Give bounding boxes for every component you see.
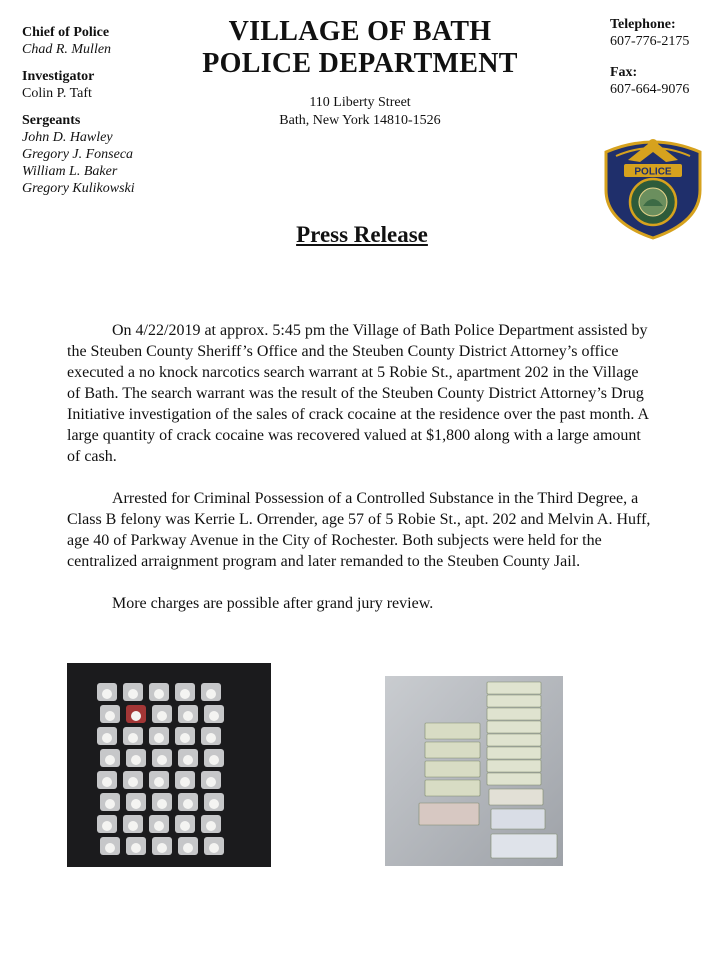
masthead [180, 16, 540, 129]
bag-image [126, 749, 146, 767]
masthead-line1: VILLAGE OF BATH [228, 16, 492, 47]
fax-label: Fax: [610, 65, 638, 80]
sergeant-name: Gregory Kulikowski [22, 181, 135, 196]
bag-image [201, 727, 221, 745]
bag-image [126, 837, 146, 855]
bag-image [152, 837, 172, 855]
bill-image [487, 682, 541, 694]
press-release-body [67, 320, 652, 635]
bag-image [175, 727, 195, 745]
bill-image [425, 780, 480, 796]
bill-image [487, 760, 541, 772]
bag-image [175, 683, 195, 701]
paragraph-3: More charges are possible after grand jury review. [112, 595, 434, 612]
bag-image [97, 771, 117, 789]
bag-image [152, 705, 172, 723]
bag-image [123, 727, 143, 745]
bag-image [100, 705, 120, 723]
bag-image [204, 749, 224, 767]
bag-image [123, 683, 143, 701]
bill-image [487, 708, 541, 720]
bag-image [149, 771, 169, 789]
investigator-title: Investigator [22, 69, 95, 84]
bag-image [97, 815, 117, 833]
bag-image [100, 749, 120, 767]
sergeant-name: Gregory J. Fonseca [22, 147, 134, 162]
bag-image [178, 837, 198, 855]
bill-image [487, 721, 541, 733]
bag-image [152, 793, 172, 811]
press-release-title: Press Release [296, 222, 428, 247]
evidence-photo-drugs [67, 663, 271, 867]
chief-name: Chad R. Mullen [22, 42, 112, 57]
bill-image [425, 742, 480, 758]
bag-image [175, 771, 195, 789]
bag-image [204, 705, 224, 723]
bag-image [149, 683, 169, 701]
bag-image [178, 793, 198, 811]
bill-image [419, 803, 479, 825]
bag-image [178, 705, 198, 723]
bill-image [425, 761, 480, 777]
bag-image [126, 705, 146, 723]
bag-image [178, 749, 198, 767]
sergeant-name: William L. Baker [22, 164, 118, 179]
telephone-number: 607-776-2175 [610, 34, 690, 49]
investigator-name: Colin P. Taft [22, 86, 92, 101]
contact-block [610, 16, 720, 112]
evidence-photo-cash [385, 676, 563, 866]
bag-image [100, 837, 120, 855]
telephone-block [610, 16, 720, 50]
fax-block [610, 64, 720, 98]
bill-image [425, 723, 480, 739]
chief-title: Chief of Police [22, 25, 110, 40]
fax-number: 607-664-9076 [610, 82, 690, 97]
sergeant-name: John D. Hawley [22, 130, 113, 145]
bag-image [201, 683, 221, 701]
bag-image [123, 771, 143, 789]
bag-image [97, 683, 117, 701]
bag-image [201, 771, 221, 789]
bag-image [123, 815, 143, 833]
bill-image [487, 695, 541, 707]
address-line1: 110 Liberty Street [309, 95, 411, 110]
telephone-label: Telephone: [610, 17, 676, 32]
bag-image [100, 793, 120, 811]
paragraph-1: On 4/22/2019 at approx. 5:45 pm the Village of Bath Police Department assisted by the Steuben County Sheriff’s Office and the Steuben County District Attorney’s office executed a no knock narcotics search warrant at 5 Robie St., apartment 202 in the Village of Bath. The search warrant was the result of the Steuben County District Attorney’s Drug Initiative investigation of the sales of crack cocaine at the residence over the past month. A large quantity of crack cocaine was recovered valued at $1,800 along with a large amount of cash. [67, 322, 649, 465]
paragraph-2: Arrested for Criminal Possession of a Controlled Substance in the Third Degree, a Class B felony was Kerrie L. Orrender, age 57 of 5 Robie St., apt. 202 and Melvin A. Huff, age 40 of Parkway Avenue in the City of Rochester. Both subjects were held for the centralized arraignment program and later remanded to the Steuben County Jail. [67, 490, 651, 570]
address-line2: Bath, New York 14810-1526 [279, 113, 441, 128]
bill-image [489, 789, 543, 805]
badge-text: POLICE [634, 166, 672, 178]
masthead-line2: POLICE DEPARTMENT [202, 48, 518, 79]
bag-image [201, 815, 221, 833]
bag-image [204, 837, 224, 855]
bag-image [97, 727, 117, 745]
bill-image [487, 734, 541, 746]
bag-image [126, 793, 146, 811]
bill-image [487, 747, 541, 759]
sergeants-title: Sergeants [22, 113, 81, 128]
bag-image [204, 793, 224, 811]
bag-image [149, 815, 169, 833]
bill-image [491, 809, 545, 829]
bill-image [491, 834, 557, 858]
bag-image [152, 749, 172, 767]
bill-image [487, 773, 541, 785]
bag-image [149, 727, 169, 745]
bag-image [175, 815, 195, 833]
